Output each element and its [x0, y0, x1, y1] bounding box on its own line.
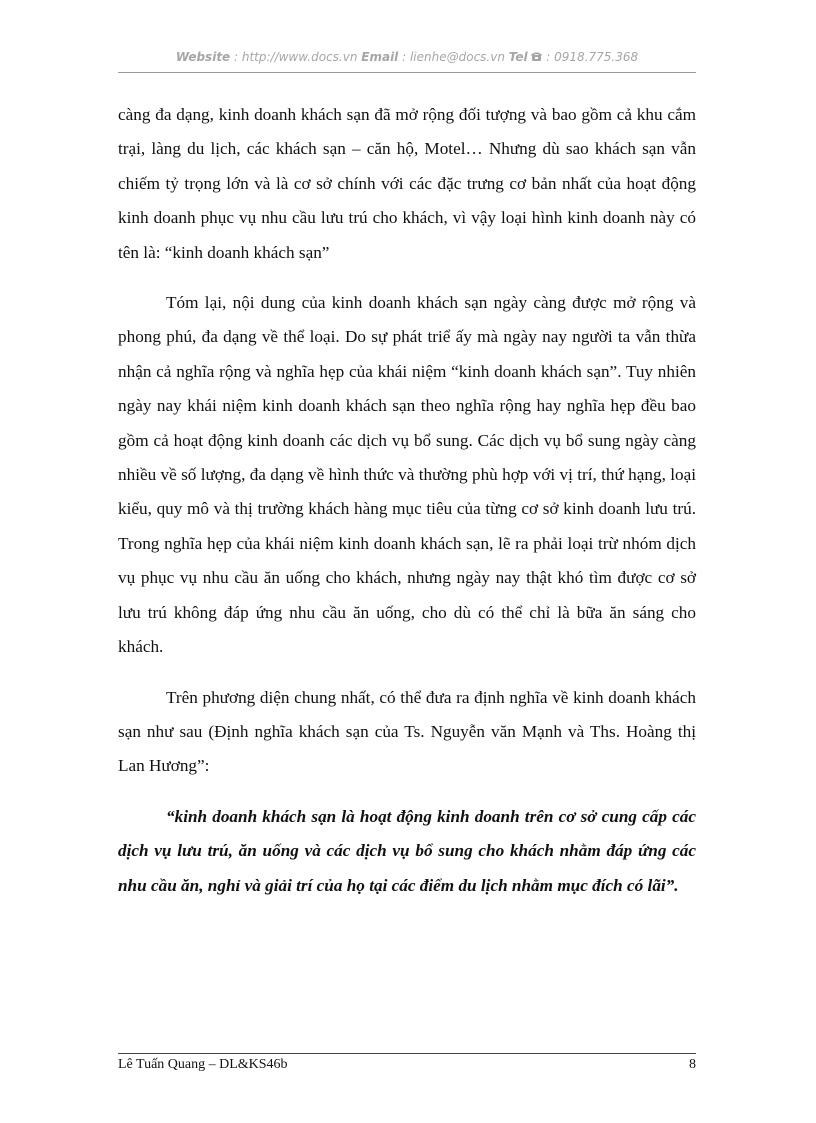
- footer-author: Lê Tuấn Quang – DL&KS46b: [118, 1057, 288, 1072]
- page-number: 8: [689, 1057, 696, 1072]
- paragraph-1: càng đa dạng, kinh doanh khách sạn đã mở rộng đối tượng và bao gồm cả khu cắm trại, làng du lịch, các khách sạn – căn hộ, Motel… Nhưng dù sao khách sạn vẫn chiếm tỷ trọng lớn và là cơ sở chính với các đặc trưng cơ bản nhất của hoạt động kinh doanh phục vụ nhu cầu lưu trú cho khách, vì vậy loại hình kinh doanh này có tên là: “kinh doanh khách sạn”: [118, 105, 696, 262]
- page-header: [118, 50, 696, 64]
- document-body: [118, 98, 696, 903]
- definition-quote: “kinh doanh khách sạn là hoạt động kinh doanh trên cơ sở cung cấp các dịch vụ lưu trú, ăn uống và các dịch vụ bổ sung cho khách nhằm đáp ứng các nhu cầu ăn, nghỉ và giải trí của họ tại các điểm du lịch nhằm mục đích có lãi”.: [118, 806, 696, 895]
- email-value: : lienhe@docs.vn: [398, 50, 509, 64]
- tel-label: Tel: [508, 50, 528, 64]
- footer-divider: [118, 1053, 696, 1054]
- paragraph-2: Tóm lại, nội dung của kinh doanh khách sạn ngày càng được mở rộng và phong phú, đa dạng về thể loại. Do sự phát triể ấy mà ngày nay người ta vẫn thừa nhận cả nghĩa rộng và nghĩa hẹp của khái niệm “kinh doanh khách sạn”. Tuy nhiên ngày nay khái niệm kinh doanh khách sạn theo nghĩa rộng hay nghĩa hẹp đều bao gồm cả hoạt động kinh doanh các dịch vụ bổ sung. Các dịch vụ bổ sung ngày càng nhiều về số lượng, đa dạng về hình thức và thường phù hợp với vị trí, thứ hạng, loại kiểu, quy mô và thị trường khách hàng mục tiêu của từng cơ sở kinh doanh lưu trú. Trong nghĩa hẹp của khái niệm kinh doanh khách sạn, lẽ ra phải loại trừ nhóm dịch vụ phục vụ nhu cầu ăn uống cho khách, nhưng ngày nay thật khó tìm được cơ sở lưu trú không đáp ứng nhu cầu ăn uống, cho dù có thể chỉ là bữa ăn sáng cho khách.: [118, 293, 696, 657]
- paragraph-3: Trên phương diện chung nhất, có thể đưa ra định nghĩa về kinh doanh khách sạn như sau (Định nghĩa khách sạn của Ts. Nguyễn văn Mạnh và Ths. Hoàng thị Lan Hương”:: [118, 687, 696, 776]
- website-value: : http://www.docs.vn: [230, 50, 362, 64]
- phone-icon: [531, 52, 542, 62]
- tel-value: : 0918.775.368: [542, 50, 639, 64]
- header-divider: [118, 72, 696, 73]
- email-label: Email: [361, 50, 399, 64]
- website-label: Website: [175, 50, 231, 64]
